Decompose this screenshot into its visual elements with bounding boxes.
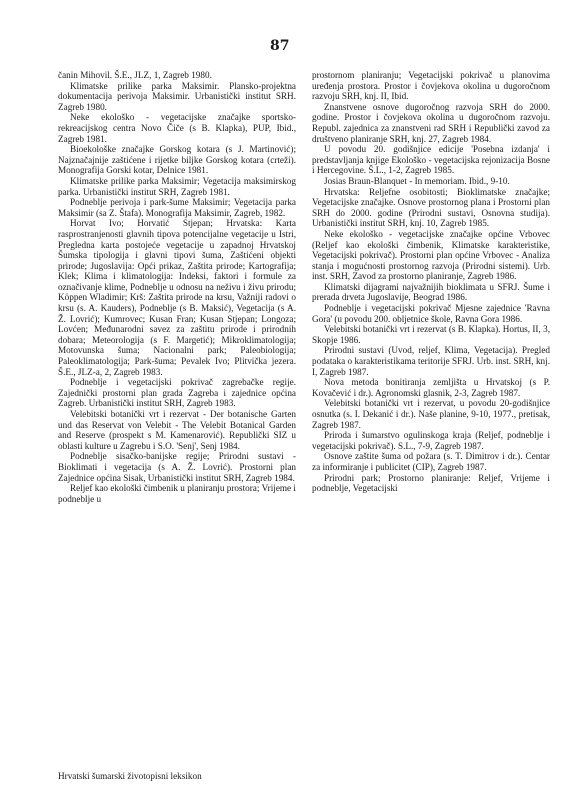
right-column xyxy=(312,70,550,494)
bibliography-entry: Reljef kao ekološki čimbenik u planiranju prostora; Vrijeme i podneblje u xyxy=(58,483,296,504)
bibliography-entry: Nova metoda bonitiranja zemljišta u Hrvatskoj (s P. Kovačević i dr.). Agronomski glasnik, 2-3, Zagreb 1987. xyxy=(312,377,550,398)
bibliography-entry: Velebitski botanički vrt i rezervat, u povodu 20-godišnjice osnutka (s. I. Dekanić i dr.). Naše planine, 9-10, 1977., pretisak, Zagreb 1987. xyxy=(312,398,550,430)
bibliography-entry: Znanstvene osnove dugoročnog razvoja SRH do 2000. godine. Prostor i čovjekova okolina u dugoročnom razvoju. Republ. zajednica za znanstveni rad SRH i Republički zavod za društveno planiranje SRH, knj. 27, Zagreb 1984. xyxy=(312,101,550,144)
bibliography-entry: Hrvatska: Reljefne osobitosti; Bioklimatske značajke; Vegetacijske značajke. Osnove prostornog plana i Prostorni plan SRH do 2000. godine (Prirodni sustavi, Osnovna studija). Urbanistički institut SRH, knj. 10, Zagreb 1985. xyxy=(312,186,550,229)
page-number: 87 xyxy=(270,38,290,54)
bibliography-entry: Josias Braun-Blanquet - In memoriam. Ibid., 9-10. xyxy=(324,175,510,186)
left-column xyxy=(58,70,296,504)
bibliography-entry: Velebitski botanički vrt i rezervat - Der botanische Garten und das Reservat von Velebit - The Velebit Botanical Garden and Reserve (prospekt s M. Kamenarović). Republički SIZ u oblasti kulture u Zagrebu i S.O. 'Senj', Senj 1984. xyxy=(58,409,296,451)
bibliography-entry: Podneblje sisačko-banijske regije; Prirodni sustavi - Bioklimati i vegetacija (s A. Ž. Lovrić). Prostorni plan Zajednice općina Sisak, Urbanistički institut SRH, Zagreb 1984. xyxy=(58,451,296,483)
bibliography-entry: Podneblje perivoja i park-šume Maksimir; Vegetacija parka Maksimir (sa Z. Štafa). Monografija Maksimir, Zagreb, 1982. xyxy=(58,197,296,218)
bibliography-entry: Podneblje i vegetacijski pokrivač zagrebačke regije. Zajednički prostorni plan grada Zagreba i zajednice općina Zagreb. Urbanistički institut SRH, Zagreb 1983. xyxy=(58,377,296,409)
bibliography-entry: Prirodni park; Prostorno planiranje: Reljef, Vrijeme i podneblje, Vegetacijski xyxy=(312,472,550,494)
bibliography-entry: Osnove zaštite šuma od požara (s. T. Dimitrov i dr.). Centar za informiranje i publicitet (CIP), Zagreb 1987. xyxy=(312,451,550,472)
bibliography-entry: čanin Mihovil. Š.E., JLZ, 1, Zagreb 1980. xyxy=(58,70,212,80)
bibliography-entry: Prirodni sustavi (Uvod, reljef, Klima, Vegetacija). Pregled podataka o karakteristikama teritorije SFRJ. Urb. inst. SRH, knj. I, Zagreb 1987. xyxy=(312,345,550,377)
bibliography-entry: Klimatske prilike parka Maksimir. Plansko-projektna dokumentacija perivoja Maksimir. Urbanistički institut SRH. Zagreb 1980. xyxy=(58,80,296,112)
footer-title: Hrvatski šumarski životopisni leksikon xyxy=(58,771,202,781)
bibliography-entry: Podneblje i vegetacijski pokrivač Mjesne zajednice 'Ravna Gora' (u povodu 200. obljetnice škole, Ravna Gora 1986. xyxy=(312,303,550,324)
bibliography-entry: Priroda i šumarstvo ogulinskoga kraja (Reljef, podneblje i vegetacijski pokrivač). S.L., 7-9, Zagreb 1987. xyxy=(312,430,550,451)
bibliography-entry: Neke ekološko - vegetacijske značajke općine Vrbovec (Reljef kao ekološki čimbenik, Klimatske karakteristike, Vegetacijski pokrivač). Prostorni plan općine Vrbovec - Analiza stanja i mogućnosti prostornog razvoja (Prirodni sistemi). Urb. inst. SRH, Zavod za prostorno planiranje, Zagreb 1986. xyxy=(312,228,550,282)
bibliography-entry: Bioekološke značajke Gorskog kotara (s J. Martinović); Najznačajnije zaštićene i rijetke biljke Gorskog kotara (crteži). Monografija Gorski kotar, Delnice 1981. xyxy=(58,144,296,176)
bibliography-entry: Velebitski botanički vrt i rezervat (s B. Klapka). Hortus, II, 3, Skopje 1986. xyxy=(312,324,550,345)
bibliography-entry: U povodu 20. godišnjice edicije 'Posebna izdanja' i predstavljanja knjige Ekološko - vegetacijska rejonizacija Bosne i Hercegovine. Š.L., 1-2, Zagreb 1985. xyxy=(312,144,550,176)
bibliography-entry: Horvat Ivo; Horvatić Stjepan; Hrvatska: Karta rasprostranjenosti glavnih tipova potencijalne vegetacije u Istri, Pregledna karta postojeće vegetacije u zapadnoj Hrvatskoj Šumska tipologija i glavni tipovi šuma, Zaštićeni objekti prirode; Jugoslavija: Opći prikaz, Zaštita prirode; Kartografija; Klek; Klima i klimatologija: Indeksi, faktori i formule za označivanje klime, Podneblje u odnosu na neživu i živu prirodu; Köppen Wladimir; Krš: Zaštita prirode na krsu, Važniji radovi o krsu (s. A. Kauders), Podneblje (s B. Maksić), Vegetacija (s A. Ž. Lovrić); Kumrovec; Kusan Fran; Kusan Stjepan; Longoza; Lovćen; Međunarodni savez za zaštitu prirode i prirodnih dobara; Meteorologija (s F. Margetić); Mikroklimatologija; Motovunska šuma; Nacionalni park; Paleobiologija; Paleoklimatologija; Park-šuma; Pevalek Ivo; Plitvička jezera. Š.E., JLZ-a, 2, Zagreb 1983. xyxy=(58,218,296,377)
bibliography-entry: Klimatski dijagrami najvažnijih bioklimata u SFRJ. Šume i prerada drveta Jugoslavije, Beograd 1986. xyxy=(312,281,550,303)
bibliography-entry: Klimatske prilike parka Maksimir; Vegetacija maksimirskog parka. Urbanistički institut SRH, Zagreb 1981. xyxy=(58,175,296,197)
bibliography-entry: prostornom planiranju; Vegetacijski pokrivač u planovima uređenja prostora. Prostor i čovjekova okolina u dugoročnom razvoju SRH, knj. II, Ibid. xyxy=(312,70,550,102)
bibliography-entry: Neke ekološko - vegetacijske značajke sportsko-rekreacijskog centra Novo Čiče (s B. Klapka), PUP, Ibid., Zagreb 1981. xyxy=(58,112,296,144)
